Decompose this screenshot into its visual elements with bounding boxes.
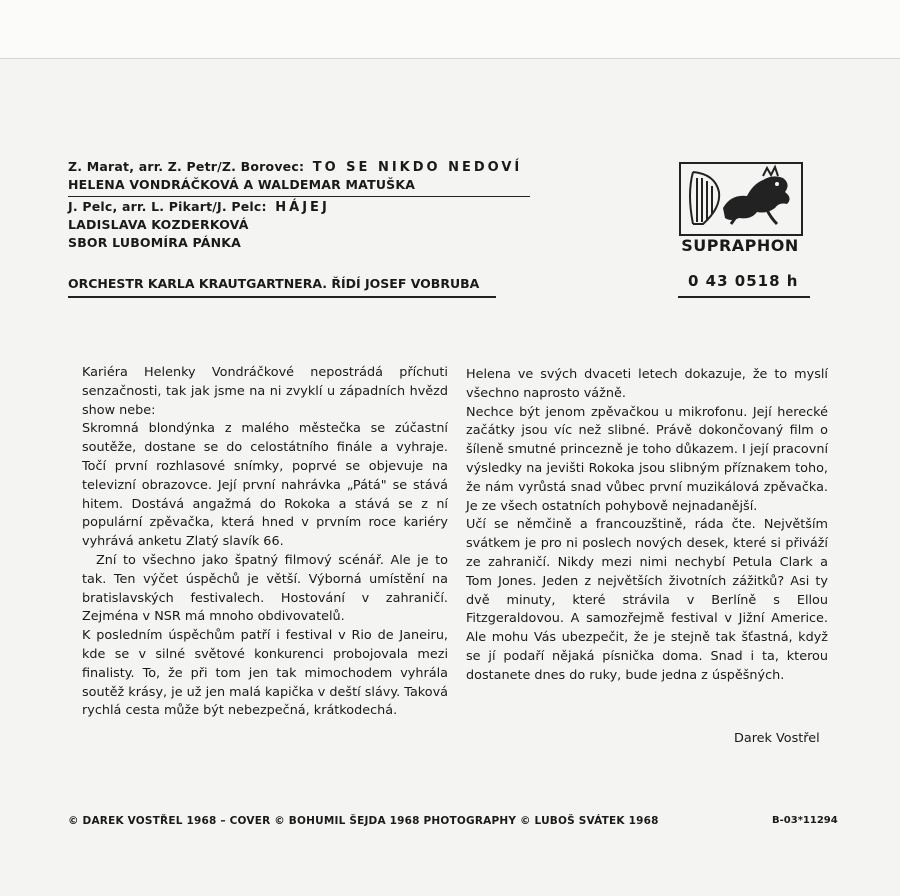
liner-notes-left-column	[82, 364, 448, 721]
brand-name: SUPRAPHON	[681, 236, 799, 255]
liner-paragraph: Helena ve svých dvaceti letech dokazuje, že to myslí všechno naprosto vážně.	[466, 367, 828, 401]
song2-credit-line	[68, 198, 538, 216]
liner-paragraph: Zní to všechno jako špatný filmový scénář. Ale je to tak. Ten výčet úspěchů je větší. Výborná umístění na bratislavských festivalech. Hostování v zahraničí. Zejména v NSR má mnoho obdivovatelů.	[82, 552, 448, 625]
orchestra-underline	[68, 296, 496, 298]
liner-paragraph: Nechce být jenom zpěvačkou u mikrofonu. Její herecké začátky jsou víc než slibné. Právě dokončovaný film o šíleně smutné princezně je toho důkazem. I její pracovní výsledky na jevišti Rokoka jsou slibným příznakem toho, že nám vyrůstá snad vůbec první muzikálová zpěvačka. Je ze všech ostatních pohybově nejnadanější.	[466, 404, 828, 514]
credits-divider	[68, 196, 530, 197]
liner-paragraph: K posledním úspěchům patří i festival v Rio de Janeiru, kde se v silné světové konkurenci probojovala mezi finalisty. To, že při tom jen tak mimochodem vyhrála soutěž krásy, je už jen malá kapička v deští slávy. Taková rychlá cesta může být nebezpečná, krátkodechá.	[82, 628, 448, 719]
song1-authors: Z. Marat, arr. Z. Petr/Z. Borovec:	[68, 159, 305, 174]
track-credits	[68, 158, 538, 252]
song2-choir: SBOR LUBOMÍRA PÁNKA	[68, 235, 242, 250]
orchestra-credit: ORCHESTR KARLA KRAUTGARTNERA. ŘÍDÍ JOSEF VOBRUBA	[68, 276, 480, 291]
song1-credit-line	[68, 158, 538, 176]
song1-title: TO SE NIKDO NEDOVÍ	[312, 160, 523, 175]
supraphon-lion-harp-logo-icon	[679, 162, 803, 236]
song2-title: HÁJEJ	[275, 200, 330, 215]
sleeve-top-flap	[0, 0, 900, 59]
liner-paragraph: Kariéra Helenky Vondráčkové nepostrádá příchuti senzačnosti, tak jak jsme na ni zvyklí u západních hvězd show nebe:	[82, 365, 448, 418]
print-code: B-03*11294	[772, 815, 838, 826]
liner-paragraph: Skromná blondýnka z malého městečka se zúčastní soutěže, dostane se do celostátního finále a vyhraje. Točí první rozhlasové snímky, poprvé se objevuje na televizní obrazovce. Její první nahrávka „Pátá" se stává hitem. Dostává angažmá do Rokoka a stává se z ní populární zpěvačka, která hned v prvním roce kariéry vyhrává anketu Zlatý slavík 66.	[82, 421, 448, 550]
author-signature: Darek Vostřel	[734, 731, 820, 746]
liner-paragraph: Učí se němčině a francouzštině, ráda čte. Největším svátkem je pro ni poslech nových desek, které si přiváží ze zahraničí. Nikdy mezi nimi nechybí Petula Clark a Tom Jones. Jeden z největších životních zážitků? Asi ty dvě minuty, které strávila v Berlíně s Ellou Fitzgeraldovou. A samozřejmě festival v Jižní Americe. Ale mohu Vás ubezpečit, že je stejně tak šťastná, když se jí podaří nějaká písnička doma. Snad i ta, kterou dostanete dnes do ruky, bude jedna z úspěšných.	[466, 517, 828, 683]
song1-performers: HELENA VONDRÁČKOVÁ A WALDEMAR MATUŠKA	[68, 177, 416, 192]
catalog-number: 0 43 0518 h	[688, 272, 799, 290]
liner-notes-right-column	[466, 366, 828, 686]
song2-authors: J. Pelc, arr. L. Pikart/J. Pelc:	[68, 199, 267, 214]
copyright-footer: © DAREK VOSTŘEL 1968 – COVER © BOHUMIL ŠEJDA 1968 PHOTOGRAPHY © LUBOŠ SVÁTEK 1968	[68, 815, 659, 827]
song2-performer: LADISLAVA KOZDERKOVÁ	[68, 217, 249, 232]
catalog-underline	[678, 296, 810, 298]
